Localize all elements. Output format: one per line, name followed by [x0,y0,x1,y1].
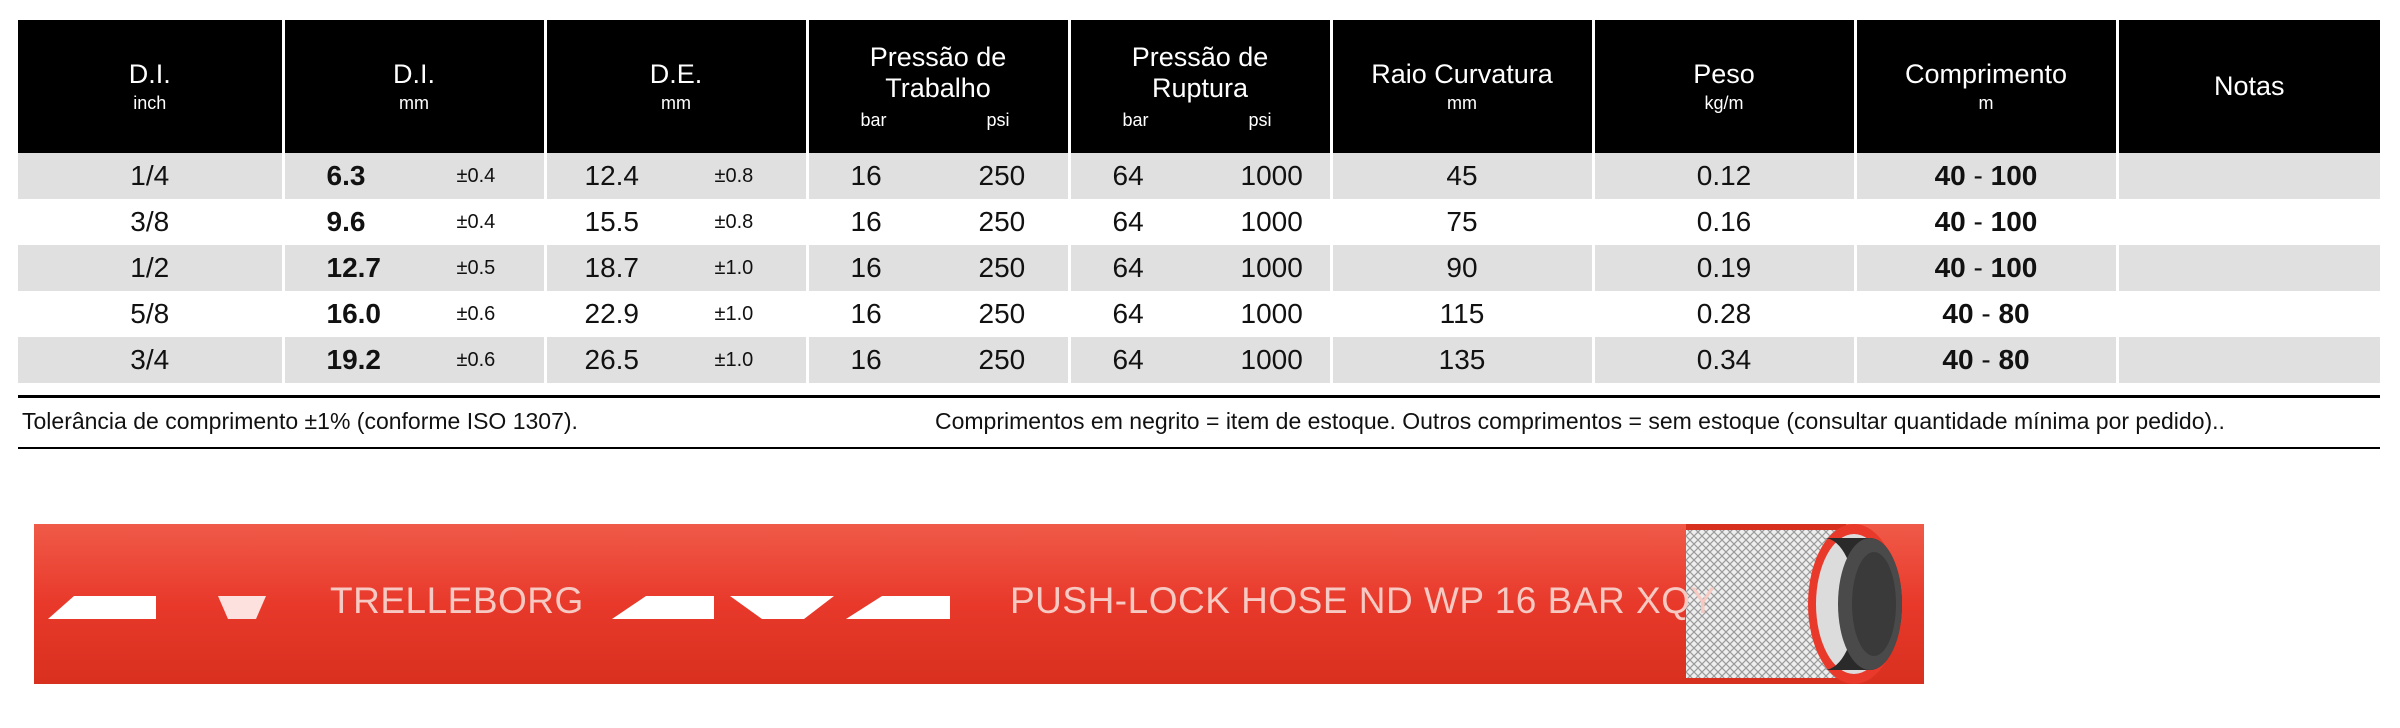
weight-value: 0.16 [1696,206,1752,237]
cell-di-inch [18,337,283,383]
cell-di-mm [283,245,545,291]
burst-pressure-bar: 64 [1112,344,1144,375]
header-unit: kg/m [1704,93,1744,113]
cell-work-pressure [807,337,1069,383]
cell-di-inch [18,199,283,245]
bend-radius-value: 115 [1439,298,1485,329]
cell-work-pressure [807,199,1069,245]
cell-length [1855,291,2117,337]
header-de [545,20,807,153]
di-mm-value: 9.6 [326,206,366,237]
cell-weight [1593,337,1855,383]
header-unit-psi: psi [1248,110,1272,130]
length-separator: - [1965,160,1991,191]
length-max: 100 [1990,160,2038,191]
length-separator: - [1973,344,1999,375]
notes-bottom-rule [18,447,2380,449]
cell-notes [2117,337,2380,383]
header-unit-psi: psi [986,110,1010,130]
hose-spec-print: PUSH-LOCK HOSE ND WP 16 BAR XQY [1010,580,1716,621]
header-unit-bar: bar [860,110,887,130]
header-bend-radius [1331,20,1593,153]
bend-radius-value: 75 [1446,206,1478,237]
header-notes [2117,20,2380,153]
di-inch-value: 1/4 [130,160,170,191]
header-di-inch [18,20,283,153]
header-unit: m [1978,93,1994,113]
cell-weight [1593,291,1855,337]
di-mm-value: 12.7 [326,252,381,283]
length-min: 40 [1942,298,1974,329]
work-pressure-bar: 16 [850,206,882,237]
cell-weight [1593,199,1855,245]
header-unit: mm [661,93,691,113]
header-title-line1: Pressão de [1131,42,1269,72]
header-unit-bar: bar [1122,110,1149,130]
length-max: 80 [1998,344,2030,375]
hose-cover-cut [1686,678,1846,684]
header-title-line2: Ruptura [1151,73,1249,103]
cell-work-pressure [807,153,1069,199]
di-tolerance: ±0.4 [456,164,496,187]
work-pressure-bar: 16 [850,160,882,191]
di-tolerance: ±0.5 [456,256,496,279]
cell-bend-radius [1331,291,1593,337]
length-max: 100 [1990,252,2038,283]
cell-di-inch [18,153,283,199]
cell-burst-pressure [1069,153,1331,199]
cell-de-mm [545,291,807,337]
di-inch-value: 5/8 [130,298,170,329]
header-length [1855,20,2117,153]
de-tolerance: ±0.8 [714,164,754,187]
burst-pressure-bar: 64 [1112,206,1144,237]
header-title: Raio Curvatura [1371,59,1553,89]
burst-pressure-psi: 1000 [1240,344,1303,375]
cell-di-mm [283,153,545,199]
cell-de-mm [545,245,807,291]
header-title: Comprimento [1904,59,2068,89]
de-tolerance: ±0.8 [714,210,754,233]
length-separator: - [1965,252,1991,283]
cell-length [1855,245,2117,291]
bend-radius-value: 90 [1446,252,1478,283]
di-tolerance: ±0.6 [456,302,496,325]
burst-pressure-psi: 1000 [1240,206,1303,237]
cell-notes [2117,291,2380,337]
cell-bend-radius [1331,337,1593,383]
work-pressure-psi: 250 [978,298,1026,329]
cell-di-inch [18,291,283,337]
cell-weight [1593,245,1855,291]
de-tolerance: ±1.0 [714,302,754,325]
table-row [18,245,2380,291]
di-mm-value: 16.0 [326,298,381,329]
di-mm-value: 19.2 [326,344,381,375]
header-title: D.I. [392,59,435,89]
cell-di-inch [18,245,283,291]
cell-de-mm [545,153,807,199]
stock-note: Comprimentos em negrito = item de estoque. Outros comprimentos = sem estoque (consultar quantidade mínima por pedido).. [935,408,2225,434]
cell-length [1855,199,2117,245]
length-min: 40 [1934,206,1966,237]
table-row [18,199,2380,245]
de-mm-value: 22.9 [584,298,639,329]
cell-di-mm [283,291,545,337]
work-pressure-bar: 16 [850,298,882,329]
length-tolerance-note: Tolerância de comprimento ±1% (conforme ISO 1307). [22,408,578,434]
length-max: 80 [1998,298,2030,329]
cell-notes [2117,199,2380,245]
cell-work-pressure [807,245,1069,291]
cell-de-mm [545,337,807,383]
length-separator: - [1965,206,1991,237]
table-row [18,337,2380,383]
di-inch-value: 3/8 [130,206,170,237]
work-pressure-psi: 250 [978,206,1026,237]
spec-table [18,20,2380,383]
work-pressure-bar: 16 [850,344,882,375]
cell-burst-pressure [1069,199,1331,245]
burst-pressure-bar: 64 [1112,160,1144,191]
cell-de-mm [545,199,807,245]
work-pressure-psi: 250 [978,252,1026,283]
hose-brand-print: TRELLEBORG [330,580,584,621]
burst-pressure-psi: 1000 [1240,160,1303,191]
length-min: 40 [1942,344,1974,375]
header-title: D.I. [128,59,171,89]
burst-pressure-psi: 1000 [1240,298,1303,329]
de-tolerance: ±1.0 [714,348,754,371]
cell-bend-radius [1331,199,1593,245]
cell-burst-pressure [1069,291,1331,337]
header-unit: mm [1447,93,1477,113]
cell-burst-pressure [1069,245,1331,291]
hose-cover-cut [1686,524,1846,530]
header-title: Notas [2213,71,2285,101]
length-min: 40 [1934,160,1966,191]
di-inch-value: 1/2 [130,252,170,283]
header-title: Peso [1693,59,1755,89]
length-max: 100 [1990,206,2038,237]
header-title-line1: Pressão de [869,42,1007,72]
de-mm-value: 18.7 [584,252,639,283]
bend-radius-value: 45 [1446,160,1478,191]
work-pressure-bar: 16 [850,252,882,283]
header-title: D.E. [649,59,703,89]
weight-value: 0.19 [1696,252,1752,283]
header-unit: inch [133,93,167,113]
burst-pressure-psi: 1000 [1240,252,1303,283]
work-pressure-psi: 250 [978,344,1026,375]
header-weight [1593,20,1855,153]
burst-pressure-bar: 64 [1112,252,1144,283]
de-mm-value: 26.5 [584,344,639,375]
weight-value: 0.34 [1696,344,1752,375]
header-work-pressure [807,20,1069,153]
cell-burst-pressure [1069,337,1331,383]
cell-work-pressure [807,291,1069,337]
length-separator: - [1973,298,1999,329]
table-body [18,153,2380,383]
bend-radius-value: 135 [1438,344,1486,375]
header-unit: mm [399,93,429,113]
cell-weight [1593,153,1855,199]
header-burst-pressure [1069,20,1331,153]
cell-notes [2117,245,2380,291]
di-tolerance: ±0.6 [456,348,496,371]
table-row [18,291,2380,337]
de-mm-value: 15.5 [584,206,639,237]
cell-di-mm [283,337,545,383]
de-tolerance: ±1.0 [714,256,754,279]
weight-value: 0.28 [1696,298,1752,329]
cell-bend-radius [1331,245,1593,291]
cell-bend-radius [1331,153,1593,199]
burst-pressure-bar: 64 [1112,298,1144,329]
hose-bore-inner [1852,552,1896,656]
header-di-mm [283,20,545,153]
table-row [18,153,2380,199]
cell-di-mm [283,199,545,245]
de-mm-value: 12.4 [584,160,639,191]
di-mm-value: 6.3 [326,160,366,191]
header-title-line2: Trabalho [885,73,991,103]
weight-value: 0.12 [1696,160,1752,191]
header-row [18,20,2380,153]
notes-top-rule [18,395,2380,398]
cell-notes [2117,153,2380,199]
cell-length [1855,337,2117,383]
di-tolerance: ±0.4 [456,210,496,233]
di-inch-value: 3/4 [130,344,170,375]
work-pressure-psi: 250 [978,160,1026,191]
cell-length [1855,153,2117,199]
length-min: 40 [1934,252,1966,283]
